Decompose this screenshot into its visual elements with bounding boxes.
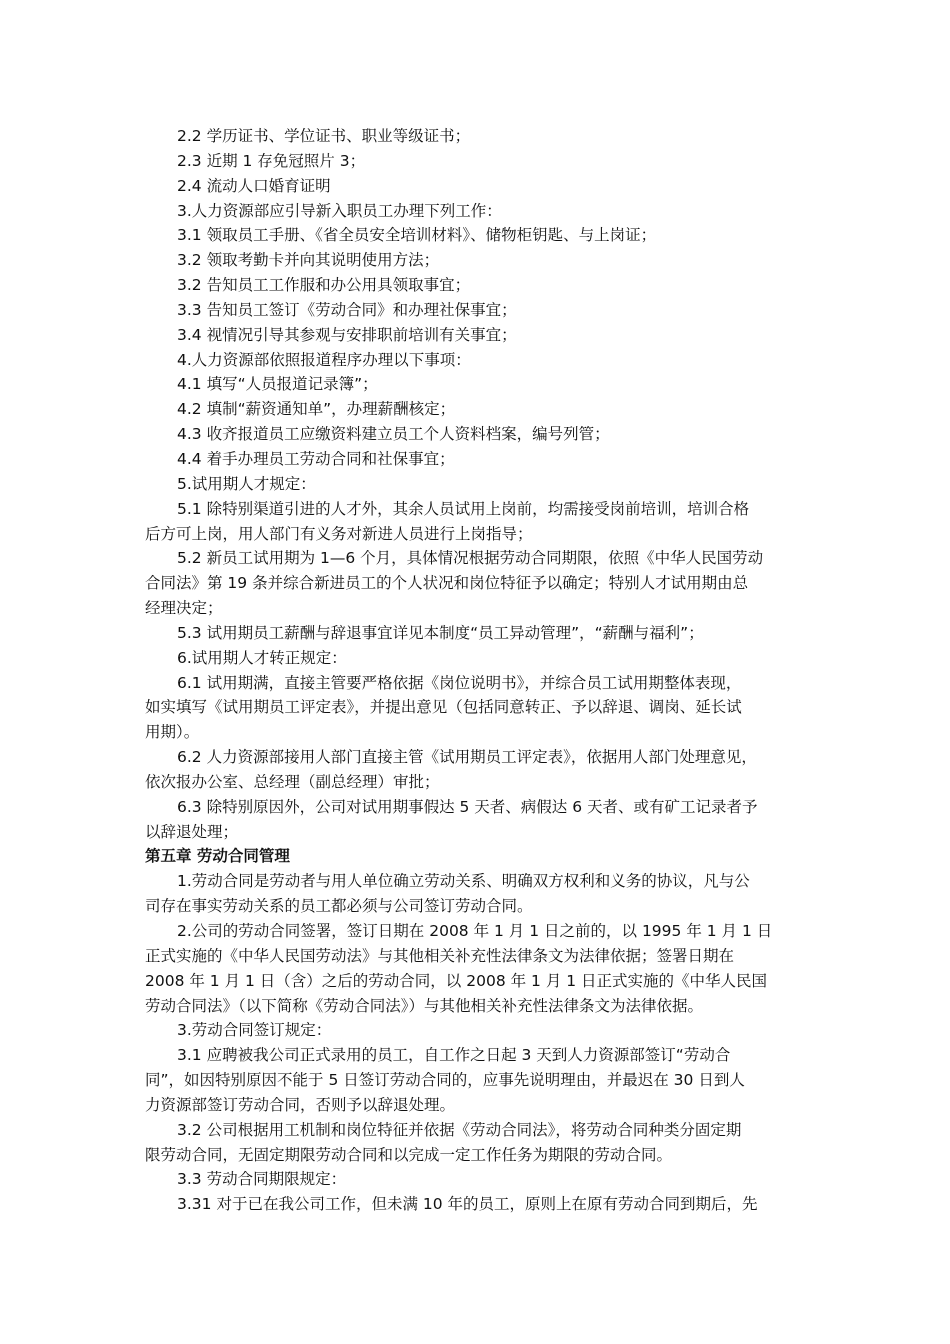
text-line: 5.2 新员工试用期为 1—6 个月，具体情况根据劳动合同期限，依照《中华人民国劳动 — [177, 549, 764, 568]
text-line: 3.2 领取考勤卡并向其说明使用方法； — [177, 251, 440, 270]
text-line: 同”，如因特别原因不能于 5 日签订劳动合同的，应事先说明理由，并最迟在 30 日到人 — [145, 1071, 745, 1090]
text-line: 后方可上岗，用人部门有义务对新进人员进行上岗指导； — [145, 524, 533, 543]
text-line: 劳动合同法》（以下简称《劳动合同法》）与其他相关补充性法律条文为法律依据。 — [145, 996, 704, 1015]
text-line: 6.1 试用期满，直接主管要严格依据《岗位说明书》，并综合员工试用期整体表现， — [177, 673, 742, 692]
text-line: 3.2 公司根据用工机制和岗位特征并依据《劳动合同法》，将劳动合同种类分固定期 — [177, 1120, 742, 1139]
text-line: 3.2 告知员工工作服和办公用具领取事宜； — [177, 276, 471, 295]
text-line: 力资源部签订劳动合同，否则予以辞退处理。 — [145, 1095, 456, 1114]
text-line: 5.1 除特别渠道引进的人才外，其余人员试用上岗前，均需接受岗前培训，培训合格 — [177, 499, 750, 518]
text-line: 3.4 视情况引导其参观与安排职前培训有关事宜； — [177, 325, 517, 344]
text-line: 6.试用期人才转正规定： — [177, 648, 347, 667]
text-line: 3.1 领取员工手册、《省全员安全培训材料》、储物柜钥匙、与上岗证； — [177, 226, 657, 245]
text-line: 4.人力资源部依照报道程序办理以下事项： — [177, 350, 471, 369]
text-line: 用期）。 — [145, 723, 200, 742]
text-line: 6.3 除特别原因外，公司对试用期事假达 5 天者、病假达 6 天者、或有矿工记录者予 — [177, 797, 758, 816]
text-line: 4.4 着手办理员工劳动合同和社保事宜； — [177, 449, 455, 468]
text-line: 限劳动合同，无固定期限劳动合同和以完成一定工作任务为期限的劳动合同。 — [145, 1145, 673, 1164]
text-line: 3.人力资源部应引导新入职员工办理下列工作： — [177, 201, 502, 220]
text-line: 如实填写《试用期员工评定表》，并提出意见（包括同意转正、予以辞退、调岗、延长试 — [145, 698, 742, 717]
text-line: 2.公司的劳动合同签署，签订日期在 2008 年 1 月 1 日之前的，以 1995 年 1 月 1 日 — [177, 922, 773, 940]
text-line: 1.劳动合同是劳动者与用人单位确立劳动关系、明确双方权利和义务的协议，凡与公 — [177, 872, 750, 891]
text-line: 合同法》第 19 条并综合新进员工的个人状况和岗位特征予以确定；特别人才试用期由总 — [145, 574, 749, 593]
text-line: 4.1 填写“人员报道记录簿”； — [177, 375, 378, 394]
text-line: 经理决定； — [145, 599, 223, 618]
text-line: 3.1 应聘被我公司正式录用的员工，自工作之日起 3 天到人力资源部签订“劳动合 — [177, 1046, 731, 1065]
document-body — [145, 124, 813, 1217]
text-line: 3.31 对于已在我公司工作，但未满 10 年的员工，原则上在原有劳动合同到期后，先 — [177, 1195, 758, 1214]
text-line: 5.3 试用期员工薪酬与辞退事宜详见本制度“员工异动管理”，“薪酬与福利”； — [177, 623, 704, 642]
text-line: 2.2 学历证书、学位证书、职业等级证书； — [177, 127, 471, 145]
text-line: 3.劳动合同签订规定： — [177, 1021, 332, 1040]
text-line: 司存在事实劳动关系的员工都必须与公司签订劳动合同。 — [145, 897, 533, 916]
text-line: 以辞退处理； — [145, 822, 239, 841]
text-line: 5.试用期人才规定： — [177, 474, 316, 493]
text-line: 依次报办公室、总经理（副总经理）审批； — [145, 772, 440, 791]
text-line: 3.3 劳动合同期限规定： — [177, 1170, 347, 1189]
text-line: 6.2 人力资源部接用人部门直接主管《试用期员工评定表》，依据用人部门处理意见， — [177, 748, 757, 767]
text-line: 正式实施的《中华人民国劳动法》与其他相关补充性法律条文为法律依据；签署日期在 — [145, 946, 735, 965]
chapter-heading: 第五章 劳动合同管理 — [145, 847, 290, 866]
text-line: 4.2 填制“薪资通知单”，办理薪酬核定； — [177, 400, 456, 419]
text-line: 2008 年 1 月 1 日（含）之后的劳动合同，以 2008 年 1 月 1 日正式实施的《中华人民国 — [145, 971, 768, 990]
text-line: 2.3 近期 1 存免冠照片 3； — [177, 151, 366, 170]
text-line: 4.3 收齐报道员工应缴资料建立员工个人资料档案，编号列管； — [177, 425, 610, 444]
text-line: 2.4 流动人口婚育证明 — [177, 176, 331, 195]
text-line: 3.3 告知员工签订《劳动合同》和办理社保事宜； — [177, 300, 517, 319]
